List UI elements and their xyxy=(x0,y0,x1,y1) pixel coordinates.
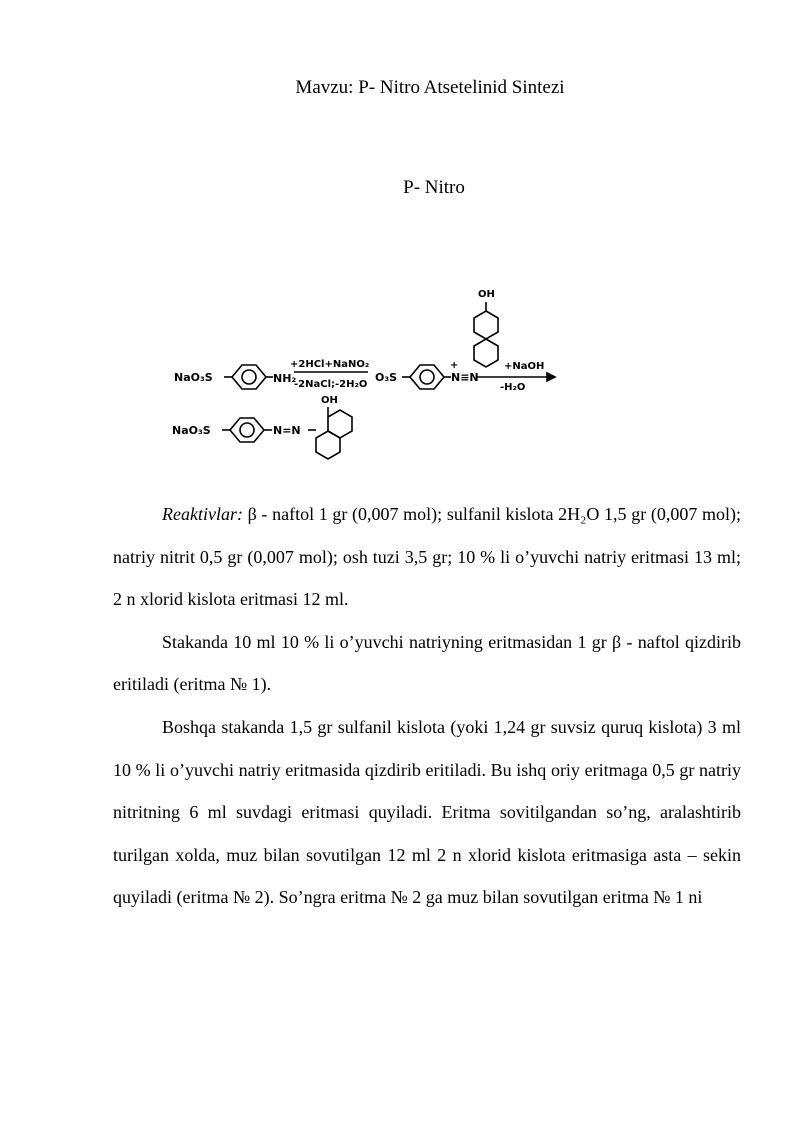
paragraph-reagents xyxy=(113,493,741,621)
benzene-ring-2 xyxy=(410,365,444,389)
byproducts-below-arrow: -2NaCl;-2H₂O xyxy=(294,379,368,390)
azo-plus-charge: + xyxy=(450,360,459,371)
diazonium-group: O₃S xyxy=(375,371,398,384)
paragraph-step-1: Stakanda 10 ml 10 % li o’yuvchi natriyning eritmasidan 1 gr β - naftol qizdirib eritiladi (eritma № 1). xyxy=(113,631,741,695)
azo-bond: N=N xyxy=(273,424,301,437)
amine-group: NH₂ xyxy=(273,372,297,385)
product-naphthol-ring-bottom xyxy=(316,431,340,459)
reactant-group: NaO₃S xyxy=(174,371,213,384)
product-group: NaO₃S xyxy=(172,424,211,437)
reaction-scheme xyxy=(170,280,560,480)
benzene-ring-1 xyxy=(232,365,266,389)
oh-label-top: OH xyxy=(478,289,495,300)
reagents-above-arrow: +2HCl+NaNO₂ xyxy=(290,359,370,370)
reagents-label: Reaktivlar: xyxy=(162,504,243,524)
naphthol-ring-bottom xyxy=(474,339,498,367)
document-subtitle: P- Nitro xyxy=(403,177,465,198)
water-elimination: -H₂O xyxy=(500,382,526,393)
reagents-text: β - naftol 1 gr (0,007 mol); sulfanil kislota 2H₂O 1,5 gr (0,007 mol); natriy nitrit 0,5 gr (0,007 mol); osh tuzi 3,5 gr; 10 % li o’yuvchi natriy eritmasi 13 ml; 2 n xlorid kislota eritmasi 12 ml. xyxy=(113,504,741,610)
paragraph-step-2: Boshqa stakanda 1,5 gr sulfanil kislota (yoki 1,24 gr suvsiz quruq kislota) 3 ml 10 % li o’yuvchi natriy eritmasida qizdirib eritiladi. Bu ishq oriy eritmaga 0,5 gr natriy nitritning 6 ml suvdagi eritmasi quyiladi. Eritma sovitilgandan so’ng, aralashtirib turilgan xolda, muz bilan sovutilgan 12 ml 2 n xlorid kislota eritmasiga asta – sekin quyiladi (eritma № 2). So’ngra eritma № 2 ga muz bilan sovutilgan eritma № 1 ni xyxy=(113,716,741,908)
document-title: Mavzu: P- Nitro Atsetelinid Sintezi xyxy=(295,77,565,98)
diazonium-n: N≡N xyxy=(451,371,479,384)
benzene-ring-3 xyxy=(230,418,264,442)
naphthol-ring-top xyxy=(474,311,498,339)
product-oh-label: OH xyxy=(321,395,338,406)
document-body xyxy=(113,493,741,919)
naoh-reagent: +NaOH xyxy=(504,361,545,372)
